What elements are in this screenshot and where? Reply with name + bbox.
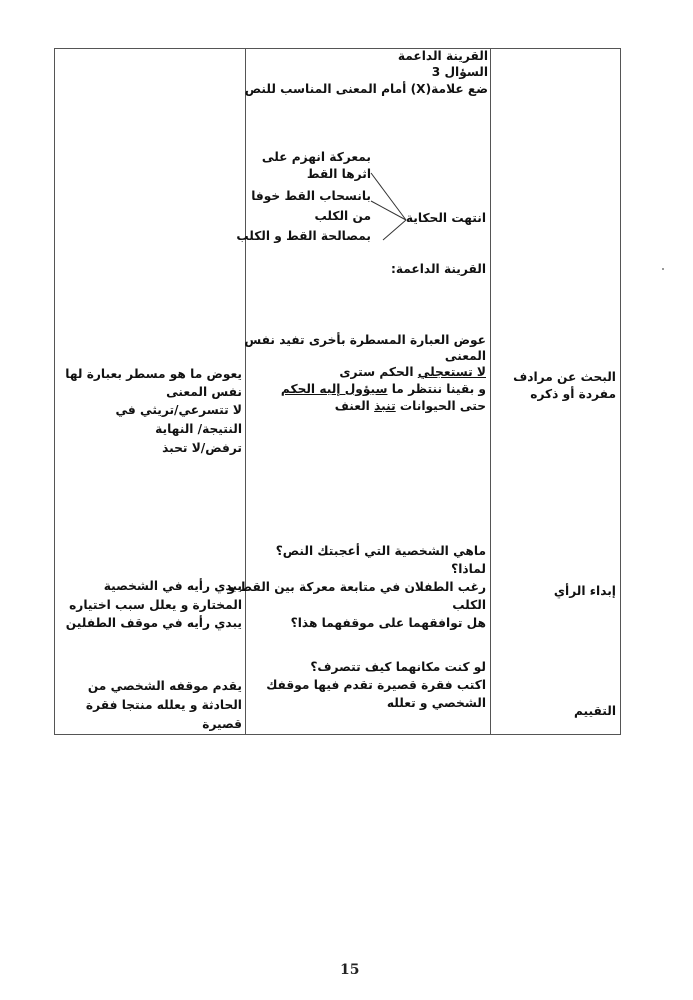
- page-number: 15: [340, 962, 360, 978]
- row-label: إبداء الرأي: [553, 584, 616, 598]
- scan-speck: [662, 268, 664, 270]
- matching-option: بمصالحة القط و الكلب: [236, 229, 371, 243]
- outcome-text: قصيرة: [202, 717, 242, 731]
- matching-stem: انتهت الحكاية: [405, 211, 486, 225]
- outcome-text: يبدي رأيه في الشخصية: [103, 579, 242, 593]
- question-3-instruction: ضع علامة(X) أمام المعنى المناسب للنص: [244, 82, 488, 96]
- matching-option: بانسحاب القط خوفا: [251, 189, 371, 203]
- row-label: التقييم: [573, 704, 616, 718]
- question-3-heading: السؤال 3: [431, 65, 488, 79]
- synonym-example: و بقينا ننتظر ما سيؤول إليه الحكم: [280, 382, 486, 396]
- opinion-question: الكلب: [452, 598, 486, 612]
- outcome-text: النتيجة/ النهاية: [155, 422, 242, 436]
- outcome-text: يعوض ما هو مسطر بعبارة لها: [65, 367, 242, 381]
- matching-option: بمعركة انهزم على: [261, 150, 371, 164]
- supporting-clue-heading: القرينة الداعمة: [397, 49, 488, 63]
- evaluation-question: اكتب فقرة قصيرة تقدم فيها موقفك: [266, 678, 486, 692]
- outcome-text: الحادثة و يعلله منتجا فقرة: [85, 698, 242, 712]
- synonym-instruction: المعنى: [444, 349, 486, 363]
- outcome-text: لا تتسرعي/تريثي في: [115, 403, 242, 417]
- synonym-example: حتى الحيوانات تنبذ العنف: [334, 399, 486, 413]
- synonym-instruction: عوض العبارة المسطرة بأخرى تفيد نفس: [244, 333, 486, 347]
- column-divider-1: [245, 48, 246, 735]
- opinion-question: لماذا؟: [451, 562, 486, 576]
- matching-option: من الكلب: [314, 209, 371, 223]
- outcome-text: ترفض/لا تحبذ: [162, 441, 242, 455]
- evaluation-question: الشخصي و تعلله: [386, 696, 486, 710]
- matching-option: اثرها القط: [306, 167, 371, 181]
- opinion-question: ماهي الشخصية التي أعجبتك النص؟: [275, 544, 486, 558]
- opinion-question: رغب الطفلان في متابعة معركة بين القط و: [227, 580, 486, 594]
- column-divider-2: [490, 48, 491, 735]
- row-label: مفردة أو ذكره: [530, 387, 616, 401]
- evaluation-question: لو كنت مكانهما كيف تتصرف؟: [310, 660, 486, 674]
- outcome-text: يقدم موقفه الشخصي من: [87, 679, 242, 693]
- outcome-text: يبدي رأيه في موقف الطفلين: [65, 616, 242, 630]
- row-label: البحث عن مرادف: [513, 370, 616, 384]
- outcome-text: نفس المعنى: [166, 385, 242, 399]
- opinion-question: هل توافقهما على موقفهما هذا؟: [290, 616, 486, 630]
- supporting-clue-footer: القرينة الداعمة:: [390, 262, 486, 276]
- outcome-text: المختارة و يعلل سبب اختياره: [69, 598, 242, 612]
- synonym-example: لا تستعجلي الحكم سترى: [339, 365, 486, 379]
